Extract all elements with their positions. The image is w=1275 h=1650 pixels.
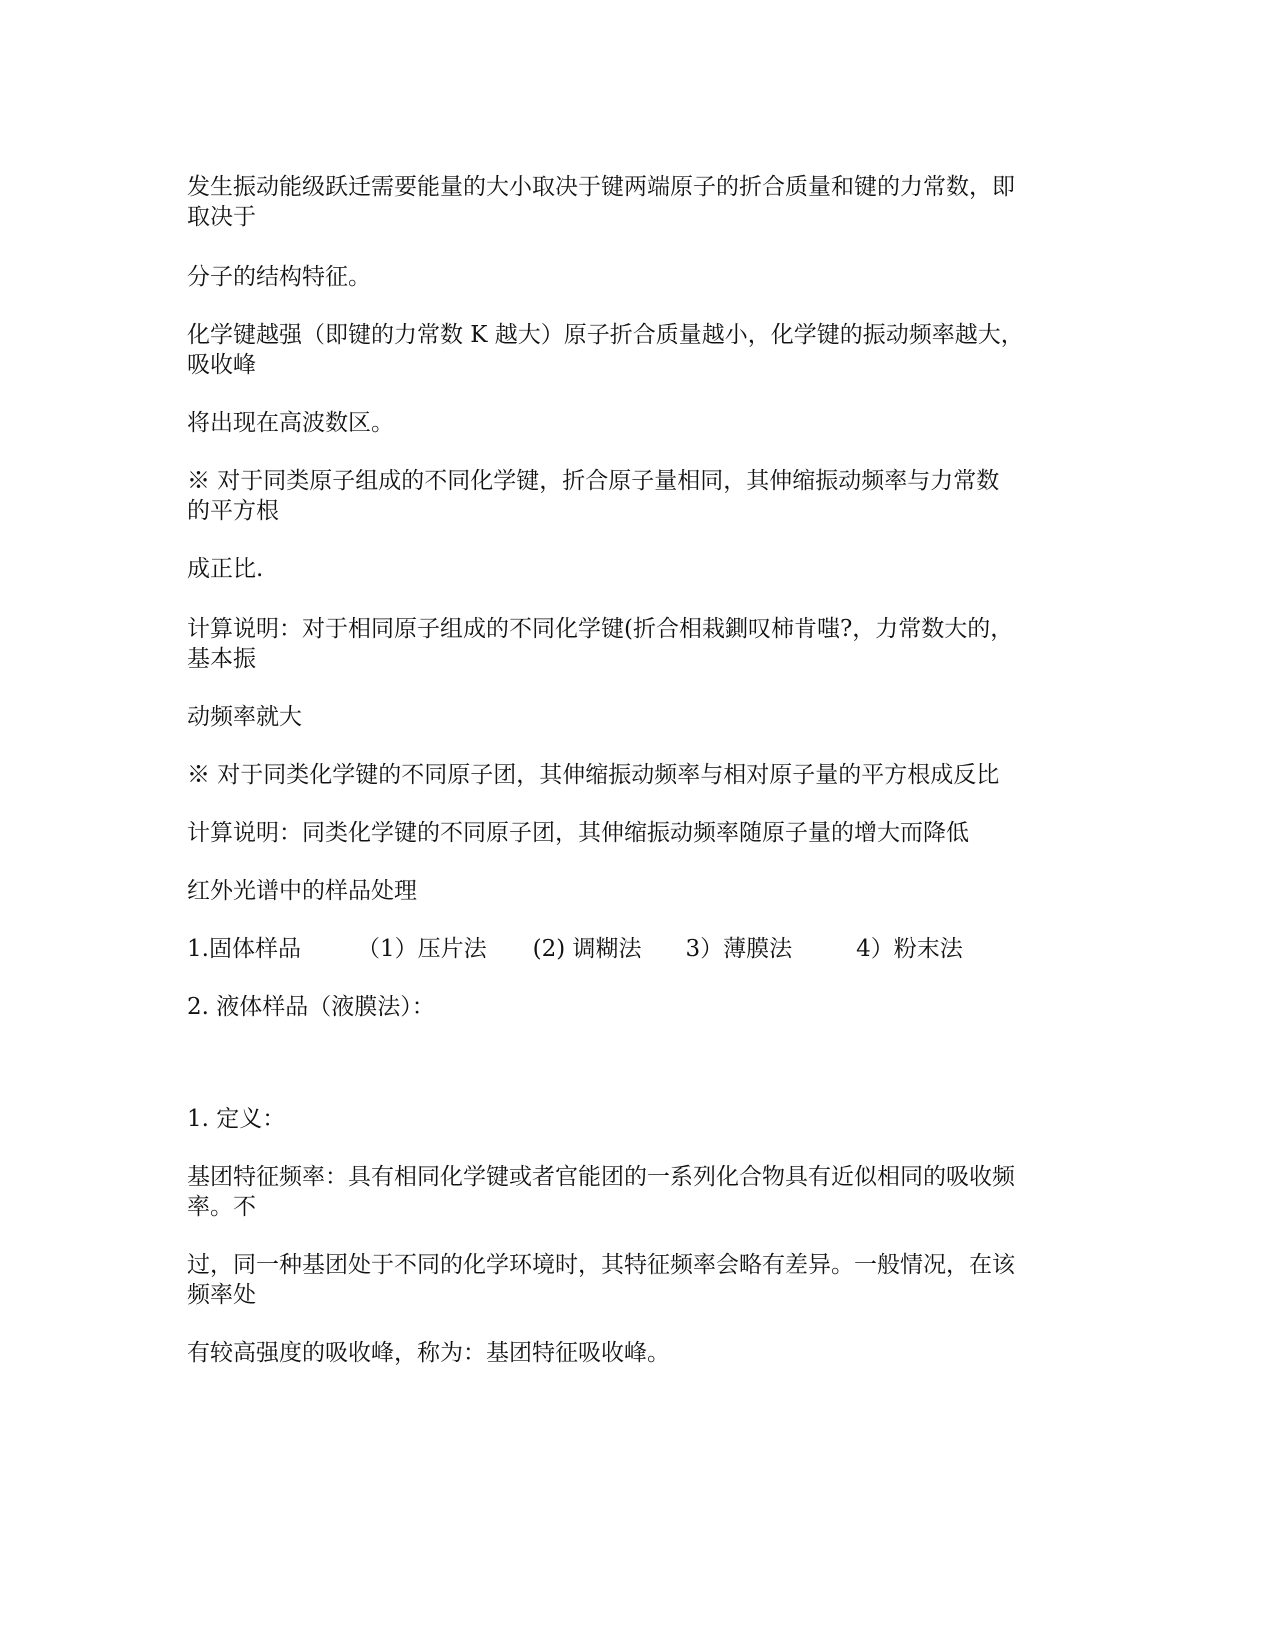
paragraph-line: 吸收峰 — [187, 352, 256, 378]
paragraph-line: 成正比. — [187, 556, 264, 582]
sample-methods-line — [187, 934, 1087, 964]
paragraph-line: 2. 液体样品（液膜法）： — [187, 994, 435, 1020]
method-mull: (2) 调糊法 — [532, 936, 642, 962]
paragraph-line: 计算说明：对于相同原子组成的不同化学键(折合相栽鍘叹柿肯嗤?，力常数大的， — [187, 616, 1014, 642]
paragraph-line: 基本振 — [187, 646, 256, 672]
paragraph-line: 将出现在高波数区。 — [187, 410, 394, 436]
section-heading: 1. 定义： — [187, 1106, 286, 1132]
paragraph-line: ※ 对于同类化学键的不同原子团，其伸缩振动频率与相对原子量的平方根成反比 — [187, 762, 1000, 788]
paragraph-line: ※ 对于同类原子组成的不同化学键，折合原子量相同，其伸缩振动频率与力常数 — [187, 468, 1000, 494]
paragraph-line: 过，同一种基团处于不同的化学环境时，其特征频率会略有差异。一般情况，在该 — [187, 1252, 1015, 1278]
paragraph-line: 率。不 — [187, 1194, 256, 1220]
method-pressing: （1）压片法 — [356, 936, 487, 962]
paragraph-line: 基团特征频率：具有相同化学键或者官能团的一系列化合物具有近似相同的吸收频 — [187, 1164, 1015, 1190]
section-heading: 红外光谱中的样品处理 — [187, 878, 417, 904]
paragraph-line: 发生振动能级跃迁需要能量的大小取决于键两端原子的折合质量和键的力常数，即 — [187, 174, 1015, 200]
paragraph-line: 计算说明：同类化学键的不同原子团，其伸缩振动频率随原子量的增大而降低 — [187, 820, 969, 846]
paragraph-line: 化学键越强（即键的力常数 K 越大）原子折合质量越小，化学键的振动频率越大， — [187, 322, 1024, 348]
paragraph-line: 取决于 — [187, 204, 256, 230]
paragraph-line: 有较高强度的吸收峰，称为：基团特征吸收峰。 — [187, 1340, 670, 1366]
paragraph-line: 动频率就大 — [187, 704, 302, 730]
paragraph-line: 频率处 — [187, 1282, 256, 1308]
method-powder: 4）粉末法 — [856, 936, 963, 962]
sample-item-solid: 1.固体样品 — [187, 936, 301, 962]
method-film: 3）薄膜法 — [685, 936, 793, 962]
paragraph-line: 的平方根 — [187, 498, 279, 524]
paragraph-line: 分子的结构特征。 — [187, 264, 371, 290]
